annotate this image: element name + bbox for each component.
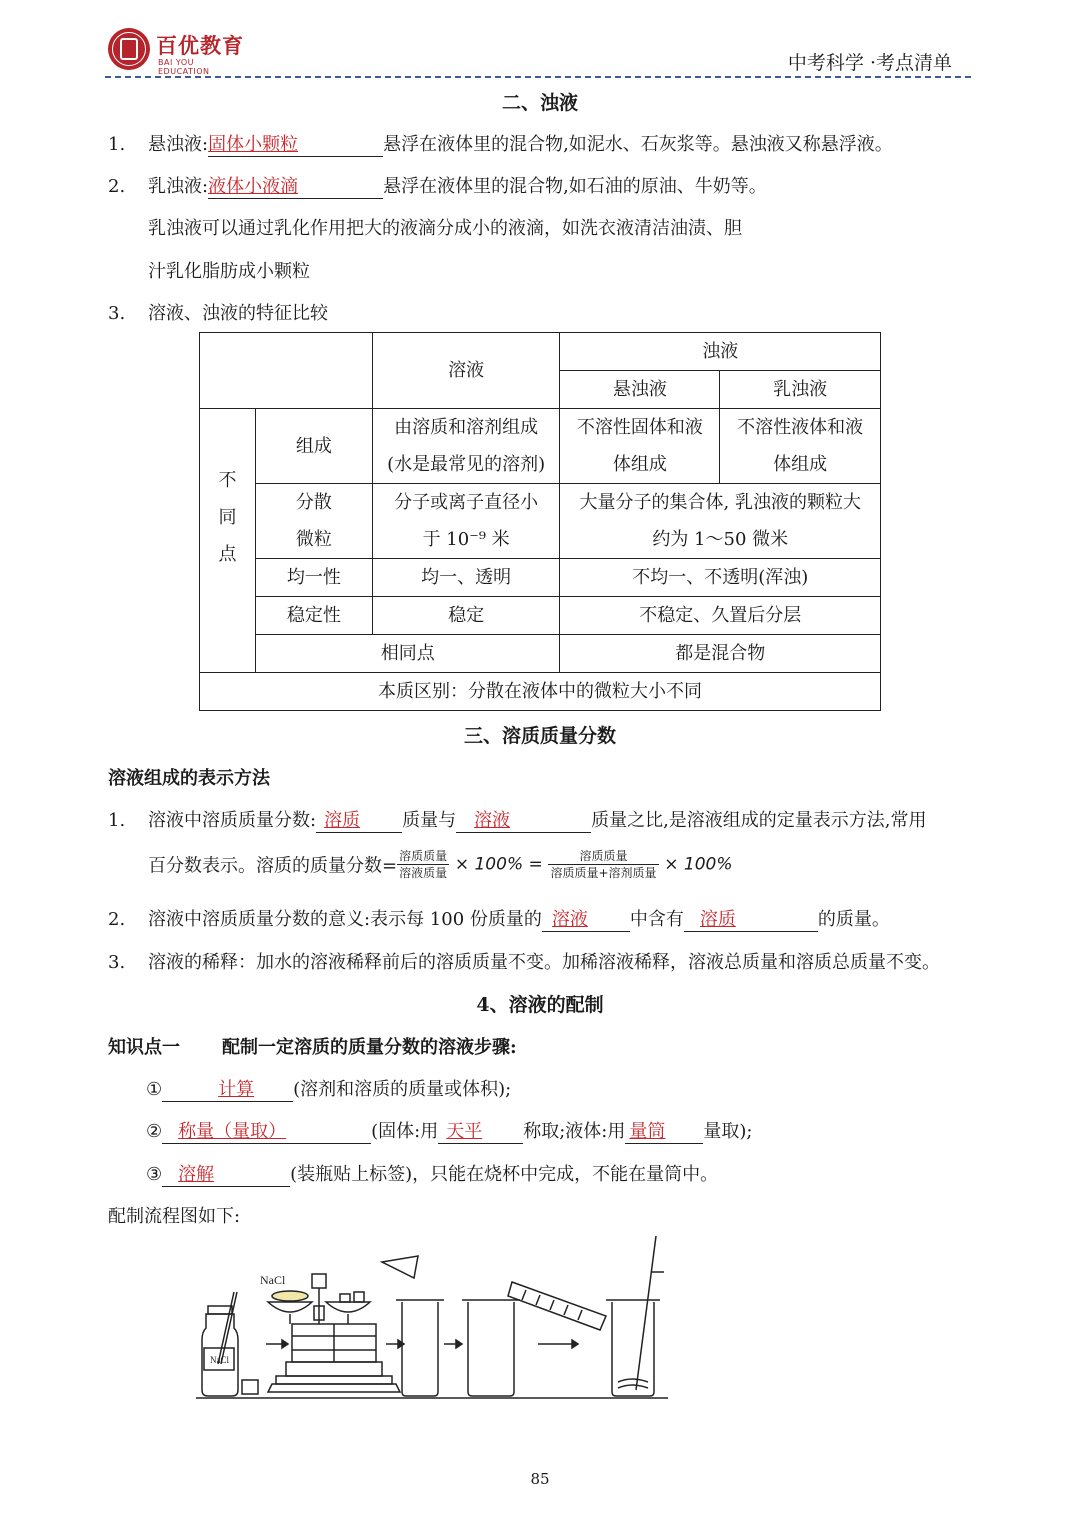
arrow-icon xyxy=(266,1340,288,1348)
header-solution: 溶液 xyxy=(372,333,560,409)
emulsion-note-2: 汁乳化脂肪成小颗粒 xyxy=(148,261,310,282)
emulsion-note-1: 乳浊液可以通过乳化作用把大的液滴分成小的液滴，如洗衣液清洁油渍、胆 xyxy=(148,218,742,239)
comparison-table xyxy=(199,332,881,711)
answer-blank: 固体小颗粒 xyxy=(208,130,383,157)
item-dilution: 3. 溶液的稀释：加水的溶液稀释前后的溶质质量不变。加稀溶液稀释，溶液总质量和溶质总质量不变。 xyxy=(108,952,940,973)
cell: 均一、透明 xyxy=(372,559,560,597)
weighing-paper-icon xyxy=(242,1380,258,1394)
cell: 大量分子的集合体, 乳浊液的颗粒大 约为 1～50 微米 xyxy=(560,484,881,559)
nacl-label: NaCl xyxy=(260,1273,286,1287)
beaker-icon xyxy=(462,1300,520,1396)
cell: 分子或离子直径小 于 10⁻⁹ 米 xyxy=(372,484,560,559)
header-turbid: 浊液 xyxy=(560,333,881,371)
step-weigh: ② 称量（量取） (固体:用 天平 称取;液体:用 量筒 量取); xyxy=(146,1117,752,1144)
answer-blank: 溶质 xyxy=(684,905,818,932)
section-title-preparation: 4、溶液的配制 xyxy=(476,994,604,1016)
answer-blank: 溶解 xyxy=(162,1160,290,1187)
reagent-bottle-icon xyxy=(202,1292,238,1396)
fraction: $\frac{\text{溶质质量}}{\text{溶质质量+溶剂质量}}$ xyxy=(550,849,657,880)
header-emulsion: 乳浊液 xyxy=(720,371,881,409)
answer-blank: 溶液 xyxy=(456,806,591,833)
answer-blank: 溶液 xyxy=(542,905,630,932)
row-label-particles: 分散 微粒 xyxy=(255,484,372,559)
subsection-title: 溶液组成的表示方法 xyxy=(108,768,270,789)
row-label-same: 相同点 xyxy=(255,635,560,673)
header-divider xyxy=(105,76,971,78)
answer-blank: 天平 xyxy=(438,1117,523,1144)
arrow-icon xyxy=(538,1340,578,1348)
table-corner xyxy=(200,333,373,409)
graduated-cylinder-icon xyxy=(508,1282,606,1330)
arrow-icon xyxy=(444,1340,462,1348)
bottle-label: NaCl xyxy=(210,1355,229,1365)
brand-name: 百优教育 xyxy=(156,34,244,58)
balance-scale-icon xyxy=(268,1274,400,1392)
beaker-icon xyxy=(606,1236,660,1396)
flow-caption: 配制流程图如下: xyxy=(108,1206,241,1227)
essence-row: 本质区别：分散在液体中的微粒大小不同 xyxy=(200,673,881,711)
brand-logo xyxy=(108,28,248,76)
header-suspension: 悬浊液 xyxy=(560,371,720,409)
item-mass-fraction-meaning: 2. 溶液中溶质质量分数的意义:表示每 100 份质量的 溶液 中含有 溶质 的质量。 xyxy=(108,905,890,932)
header-title: 中考科学 ·考点清单 xyxy=(787,52,952,74)
preparation-flow-diagram xyxy=(192,1232,672,1402)
answer-blank: 称量（量取） xyxy=(162,1117,371,1144)
section-title-turbid: 二、浊液 xyxy=(501,92,578,114)
section-title-mass-fraction: 三、溶质质量分数 xyxy=(463,725,616,747)
answer-blank: 液体小液滴 xyxy=(208,172,383,199)
answer-blank: 量筒 xyxy=(625,1117,703,1144)
step-dissolve: ③ 溶解 (装瓶贴上标签)，只能在烧杯中完成，不能在量筒中。 xyxy=(146,1160,718,1187)
answer-blank: 溶质 xyxy=(316,806,402,833)
row-label-uniformity: 均一性 xyxy=(255,559,372,597)
knowledge-point: 知识点一 配制一定溶质的质量分数的溶液步骤: xyxy=(108,1037,517,1058)
formula-line: 百分数表示。溶质的质量分数= $\frac{\text{溶质质量}}{\text{溶液质量}}$ × 100% = $\frac{\text{溶质质量}}{\text{溶质质量+溶剂质量}}$ × 100% xyxy=(148,849,733,880)
cell: 不均一、不透明(浑浊) xyxy=(560,559,881,597)
row-label-composition: 组成 xyxy=(255,409,372,484)
fraction: $\frac{\text{溶质质量}}{\text{溶液质量}}$ xyxy=(399,849,448,880)
cell: 由溶质和溶剂组成 (水是最常见的溶剂) xyxy=(372,409,560,484)
glass-rod-icon xyxy=(636,1236,656,1390)
cell: 稳定 xyxy=(372,597,560,635)
cell: 不溶性固体和液 体组成 xyxy=(560,409,720,484)
cell: 不稳定、久置后分层 xyxy=(560,597,881,635)
item-suspension: 1. 悬浊液:固体小颗粒 悬浮在液体里的混合物,如泥水、石灰浆等。悬浊液又称悬浮液。 xyxy=(108,130,893,157)
step-calculate: ① 计算 (溶剂和溶质的质量或体积); xyxy=(146,1075,511,1102)
row-label-stability: 稳定性 xyxy=(255,597,372,635)
cell: 不溶性液体和液 体组成 xyxy=(720,409,881,484)
cell: 都是混合物 xyxy=(560,635,881,673)
funnel-icon xyxy=(382,1256,418,1278)
diff-label: 不 同 点 xyxy=(200,409,256,673)
item-mass-fraction-def: 1. 溶液中溶质质量分数: 溶质 质量与 溶液 质量之比,是溶液组成的定量表示方法,常用 xyxy=(108,806,927,833)
seal-icon xyxy=(108,28,150,70)
brand-name-en: BAI YOU EDUCATION xyxy=(158,58,210,76)
item-compare: 3. 溶液、浊液的特征比较 xyxy=(108,303,328,324)
beaker-icon xyxy=(382,1256,444,1396)
answer-blank: 计算 xyxy=(162,1075,293,1102)
item-emulsion: 2. 乳浊液:液体小液滴 悬浮在液体里的混合物,如石油的原油、牛奶等。 xyxy=(108,172,767,199)
page-number: 85 xyxy=(530,1470,550,1488)
